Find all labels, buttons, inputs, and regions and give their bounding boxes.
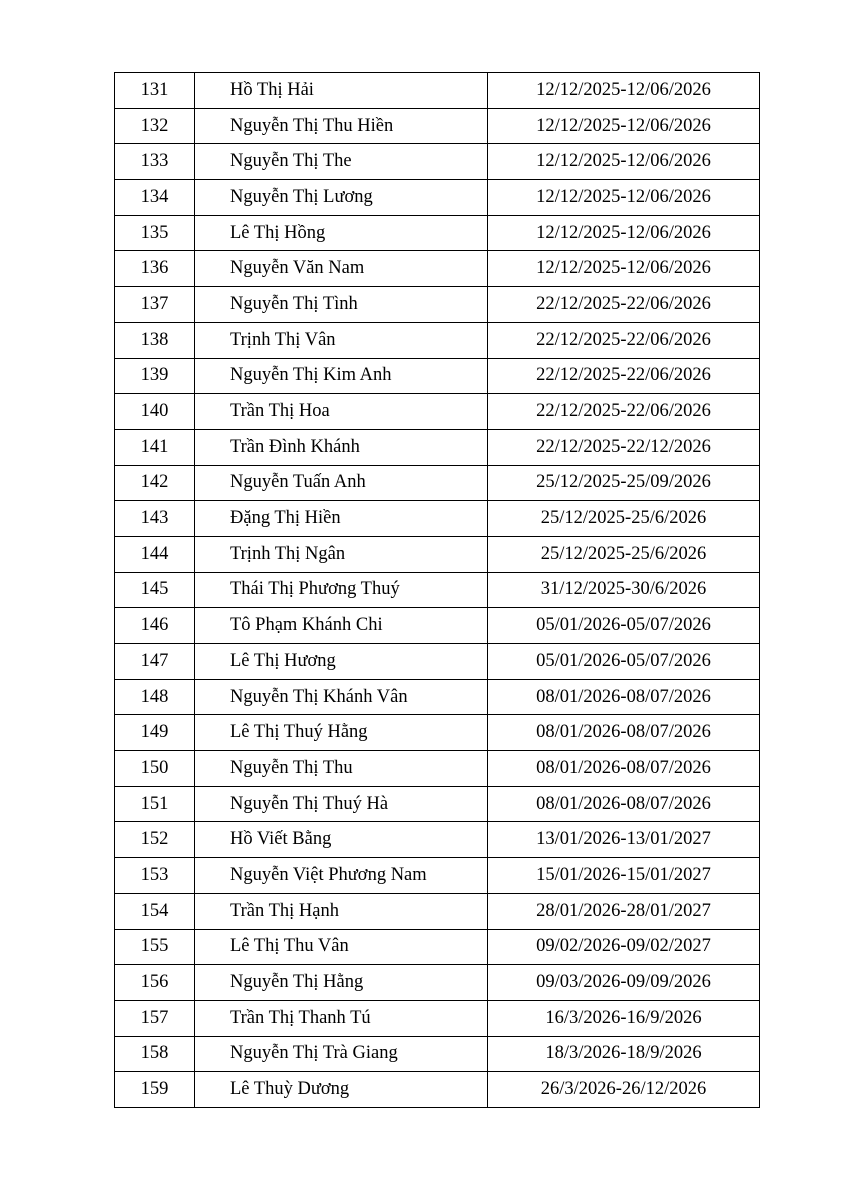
date-range: 12/12/2025-12/06/2026 bbox=[488, 251, 760, 287]
date-range: 18/3/2026-18/9/2026 bbox=[488, 1036, 760, 1072]
row-number: 135 bbox=[115, 215, 195, 251]
person-name: Trần Thị Hạnh bbox=[195, 893, 488, 929]
person-name: Đặng Thị Hiền bbox=[195, 501, 488, 537]
row-number: 131 bbox=[115, 73, 195, 109]
date-range: 09/03/2026-09/09/2026 bbox=[488, 965, 760, 1001]
row-number: 133 bbox=[115, 144, 195, 180]
table-row bbox=[115, 608, 760, 644]
person-name: Trần Thị Hoa bbox=[195, 394, 488, 430]
table-row bbox=[115, 215, 760, 251]
person-name: Nguyễn Thị Hằng bbox=[195, 965, 488, 1001]
person-name: Nguyễn Thị Thu Hiền bbox=[195, 108, 488, 144]
table-row bbox=[115, 358, 760, 394]
person-name: Nguyễn Thị Thu bbox=[195, 751, 488, 787]
date-range: 09/02/2026-09/02/2027 bbox=[488, 929, 760, 965]
date-range: 26/3/2026-26/12/2026 bbox=[488, 1072, 760, 1108]
person-name: Nguyễn Thị Tình bbox=[195, 287, 488, 323]
table-row bbox=[115, 572, 760, 608]
row-number: 137 bbox=[115, 287, 195, 323]
date-range: 08/01/2026-08/07/2026 bbox=[488, 751, 760, 787]
date-range: 22/12/2025-22/06/2026 bbox=[488, 358, 760, 394]
row-number: 136 bbox=[115, 251, 195, 287]
date-range: 25/12/2025-25/09/2026 bbox=[488, 465, 760, 501]
person-name: Lê Thuỳ Dương bbox=[195, 1072, 488, 1108]
row-number: 132 bbox=[115, 108, 195, 144]
row-number: 147 bbox=[115, 644, 195, 680]
roster-table bbox=[114, 72, 760, 1108]
date-range: 05/01/2026-05/07/2026 bbox=[488, 608, 760, 644]
date-range: 08/01/2026-08/07/2026 bbox=[488, 679, 760, 715]
date-range: 12/12/2025-12/06/2026 bbox=[488, 73, 760, 109]
row-number: 158 bbox=[115, 1036, 195, 1072]
date-range: 22/12/2025-22/12/2026 bbox=[488, 429, 760, 465]
date-range: 12/12/2025-12/06/2026 bbox=[488, 180, 760, 216]
table-row bbox=[115, 180, 760, 216]
date-range: 25/12/2025-25/6/2026 bbox=[488, 536, 760, 572]
table-row bbox=[115, 322, 760, 358]
table-row bbox=[115, 536, 760, 572]
row-number: 157 bbox=[115, 1000, 195, 1036]
table-row bbox=[115, 73, 760, 109]
date-range: 12/12/2025-12/06/2026 bbox=[488, 144, 760, 180]
row-number: 151 bbox=[115, 786, 195, 822]
table-row bbox=[115, 893, 760, 929]
date-range: 22/12/2025-22/06/2026 bbox=[488, 287, 760, 323]
row-number: 145 bbox=[115, 572, 195, 608]
date-range: 22/12/2025-22/06/2026 bbox=[488, 394, 760, 430]
row-number: 149 bbox=[115, 715, 195, 751]
person-name: Lê Thị Thu Vân bbox=[195, 929, 488, 965]
date-range: 28/01/2026-28/01/2027 bbox=[488, 893, 760, 929]
table-row bbox=[115, 679, 760, 715]
person-name: Nguyễn Thị Trà Giang bbox=[195, 1036, 488, 1072]
person-name: Nguyễn Văn Nam bbox=[195, 251, 488, 287]
table-row bbox=[115, 465, 760, 501]
row-number: 148 bbox=[115, 679, 195, 715]
table-row bbox=[115, 715, 760, 751]
person-name: Lê Thị Hương bbox=[195, 644, 488, 680]
person-name: Nguyễn Thị Khánh Vân bbox=[195, 679, 488, 715]
roster-table-body bbox=[115, 73, 760, 1108]
table-row bbox=[115, 287, 760, 323]
row-number: 159 bbox=[115, 1072, 195, 1108]
person-name: Lê Thị Thuý Hằng bbox=[195, 715, 488, 751]
date-range: 12/12/2025-12/06/2026 bbox=[488, 215, 760, 251]
row-number: 142 bbox=[115, 465, 195, 501]
table-row bbox=[115, 822, 760, 858]
person-name: Trần Đình Khánh bbox=[195, 429, 488, 465]
date-range: 08/01/2026-08/07/2026 bbox=[488, 786, 760, 822]
date-range: 25/12/2025-25/6/2026 bbox=[488, 501, 760, 537]
row-number: 155 bbox=[115, 929, 195, 965]
table-row bbox=[115, 429, 760, 465]
table-row bbox=[115, 1036, 760, 1072]
person-name: Nguyễn Tuấn Anh bbox=[195, 465, 488, 501]
date-range: 31/12/2025-30/6/2026 bbox=[488, 572, 760, 608]
person-name: Trịnh Thị Ngân bbox=[195, 536, 488, 572]
table-row bbox=[115, 108, 760, 144]
date-range: 22/12/2025-22/06/2026 bbox=[488, 322, 760, 358]
table-row bbox=[115, 394, 760, 430]
person-name: Nguyễn Thị The bbox=[195, 144, 488, 180]
date-range: 16/3/2026-16/9/2026 bbox=[488, 1000, 760, 1036]
person-name: Thái Thị Phương Thuý bbox=[195, 572, 488, 608]
date-range: 15/01/2026-15/01/2027 bbox=[488, 858, 760, 894]
person-name: Nguyễn Thị Lương bbox=[195, 180, 488, 216]
row-number: 139 bbox=[115, 358, 195, 394]
table-row bbox=[115, 965, 760, 1001]
table-row bbox=[115, 858, 760, 894]
table-row bbox=[115, 1072, 760, 1108]
person-name: Trịnh Thị Vân bbox=[195, 322, 488, 358]
row-number: 152 bbox=[115, 822, 195, 858]
table-row bbox=[115, 751, 760, 787]
date-range: 05/01/2026-05/07/2026 bbox=[488, 644, 760, 680]
person-name: Hồ Viết Bằng bbox=[195, 822, 488, 858]
row-number: 144 bbox=[115, 536, 195, 572]
row-number: 134 bbox=[115, 180, 195, 216]
row-number: 141 bbox=[115, 429, 195, 465]
table-row bbox=[115, 144, 760, 180]
row-number: 150 bbox=[115, 751, 195, 787]
row-number: 138 bbox=[115, 322, 195, 358]
row-number: 154 bbox=[115, 893, 195, 929]
table-row bbox=[115, 501, 760, 537]
row-number: 143 bbox=[115, 501, 195, 537]
person-name: Nguyễn Việt Phương Nam bbox=[195, 858, 488, 894]
person-name: Lê Thị Hồng bbox=[195, 215, 488, 251]
person-name: Nguyễn Thị Kim Anh bbox=[195, 358, 488, 394]
table-row bbox=[115, 251, 760, 287]
date-range: 08/01/2026-08/07/2026 bbox=[488, 715, 760, 751]
date-range: 12/12/2025-12/06/2026 bbox=[488, 108, 760, 144]
table-row bbox=[115, 786, 760, 822]
person-name: Hồ Thị Hải bbox=[195, 73, 488, 109]
row-number: 153 bbox=[115, 858, 195, 894]
person-name: Trần Thị Thanh Tú bbox=[195, 1000, 488, 1036]
person-name: Nguyễn Thị Thuý Hà bbox=[195, 786, 488, 822]
table-row bbox=[115, 644, 760, 680]
table-row bbox=[115, 929, 760, 965]
person-name: Tô Phạm Khánh Chi bbox=[195, 608, 488, 644]
table-row bbox=[115, 1000, 760, 1036]
row-number: 140 bbox=[115, 394, 195, 430]
row-number: 146 bbox=[115, 608, 195, 644]
date-range: 13/01/2026-13/01/2027 bbox=[488, 822, 760, 858]
row-number: 156 bbox=[115, 965, 195, 1001]
